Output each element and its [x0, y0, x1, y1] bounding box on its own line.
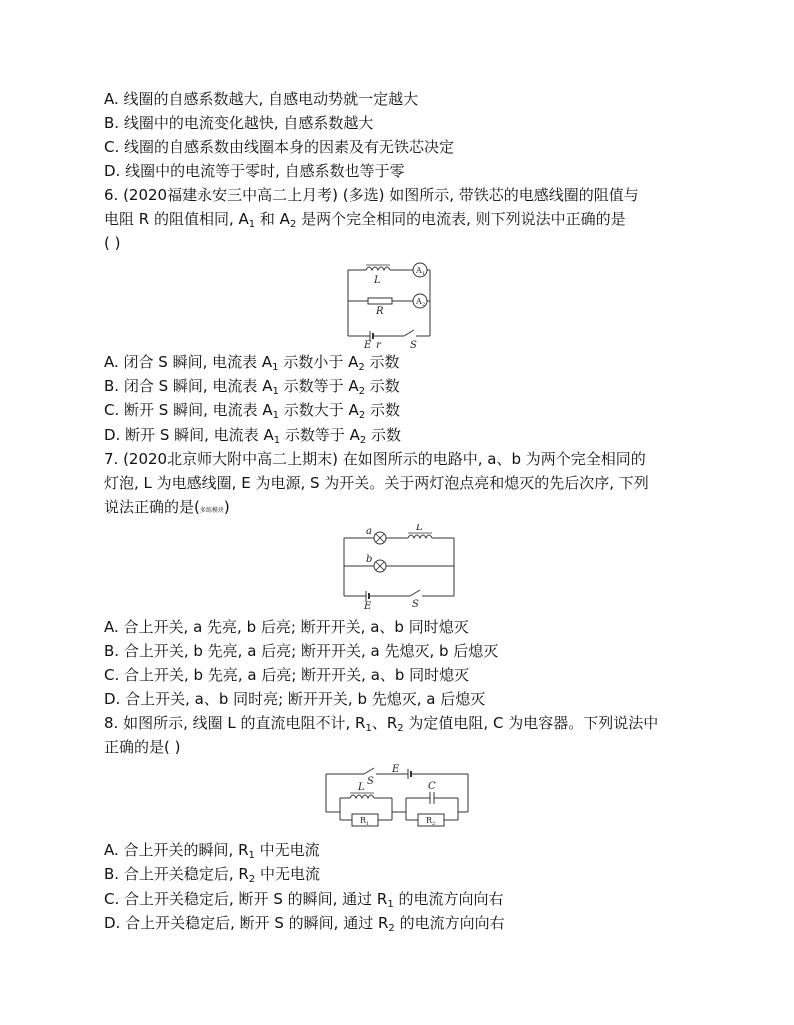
svg-text:1: 1 — [422, 271, 426, 277]
switch-icon — [404, 330, 414, 336]
q6-option-d: D. 断开 S 瞬间, 电流表 $A_1$ 示数等于 $A_2$ 示数 — [104, 426, 402, 446]
q7-option-b: B. 合上开关, b 先亮, a 后亮; 断开开关, a 先熄灭, b 后熄灭 — [104, 642, 499, 660]
q5-option-b: B. 线圈中的电流变化越快, 自感系数越大 — [104, 114, 374, 132]
q7-tag: 多练模块 — [199, 507, 224, 514]
q8-option-d: D. 合上开关稳定后, 断开 S 的瞬间, 通过 $R_2$ 的电流方向向右 — [104, 914, 505, 934]
q7-stem-line-2: 灯泡, L 为电感线圈, E 为电源, S 为开关。关于两灯泡点亮和熄灭的先后次序, 下列 — [104, 474, 649, 492]
svg-text:1: 1 — [366, 821, 370, 827]
q7-circuit-diagram — [336, 524, 460, 610]
svg-text:2: 2 — [432, 821, 436, 827]
q7-option-a: A. 合上开关, a 先亮, b 后亮; 断开开关, a、b 同时熄灭 — [104, 618, 469, 636]
q8-option-a: A. 合上开关的瞬间, $R_1$ 中无电流 — [104, 841, 320, 861]
q8-option-c: C. 合上开关稳定后, 断开 S 的瞬间, 通过 $R_1$ 的电流方向向右 — [104, 890, 504, 910]
ammeter-a1-label: A — [416, 266, 422, 275]
q6-option-c: C. 断开 S 瞬间, 电流表 $A_1$ 示数大于 $A_2$ 示数 — [104, 401, 400, 421]
switch-label: S — [412, 599, 419, 610]
resistor-label: R — [376, 306, 384, 317]
q6-answer-blank: ( ) — [104, 234, 121, 252]
q7-stem-line-1: 7. (2020北京师大附中高二上期末) 在如图所示的电路中, a、b 为两个完全相同的 — [104, 450, 646, 468]
resistor-r2-label: R — [426, 816, 433, 825]
svg-text:2: 2 — [422, 302, 426, 308]
source-label: E — [364, 601, 372, 610]
q8-option-b: B. 合上开关稳定后, $R_2$ 中无电流 — [104, 865, 320, 885]
resistor-icon — [368, 298, 392, 304]
lamp-a-label: a — [366, 526, 372, 537]
source-label: E — [392, 764, 400, 775]
switch-icon — [410, 590, 420, 596]
ammeter-a2-label: A — [416, 297, 422, 306]
q8-stem-line-2: 正确的是( ) — [104, 738, 181, 756]
q8-circuit-diagram — [322, 764, 472, 830]
q6-stem-line-2: 电阻 R 的阻值相同, $A_1$ 和 $A_2$ 是两个完全相同的电流表, 则下列说法中正确的是 — [104, 210, 626, 230]
capacitor-label: C — [428, 781, 436, 792]
q5-option-a: A. 线圈的自感系数越大, 自感电动势就一定越大 — [104, 90, 419, 108]
resistor-r1-label: R — [360, 816, 367, 825]
source-label: E — [364, 340, 372, 348]
q6-option-a: A. 闭合 S 瞬间, 电流表 $A_1$ 示数小于 $A_2$ 示数 — [104, 353, 400, 373]
inductor-label: L — [374, 275, 381, 286]
lamp-b-label: b — [366, 554, 373, 565]
q6-circuit-diagram — [340, 258, 440, 348]
q5-option-d: D. 线圈中的电流等于零时, 自感系数也等于零 — [104, 162, 405, 180]
q8-stem-line-1: 8. 如图所示, 线圈 L 的直流电阻不计, $R_1$、$R_2$ 为定值电阻, C 为电容器。下列说法中 — [104, 714, 659, 734]
inductor-label: L — [358, 782, 365, 793]
switch-label: S — [410, 340, 417, 348]
svg-text:r: r — [376, 340, 381, 348]
q7-option-d: D. 合上开关, a、b 同时亮; 断开开关, b 先熄灭, a 后熄灭 — [104, 690, 486, 708]
switch-icon — [364, 768, 374, 774]
q6-option-b: B. 闭合 S 瞬间, 电流表 $A_1$ 示数等于 $A_2$ 示数 — [104, 377, 400, 397]
inductor-label: L — [416, 524, 423, 533]
switch-label: S — [367, 776, 374, 787]
q7-stem-line-3: 说法正确的是(多练模块) — [104, 498, 230, 516]
q7-option-c: C. 合上开关, b 先亮, a 后亮; 断开开关, a、b 同时熄灭 — [104, 666, 470, 684]
q5-option-c: C. 线圈的自感系数由线圈本身的因素及有无铁芯决定 — [104, 138, 455, 156]
q6-stem-line-1: 6. (2020福建永安三中高二上月考) (多选) 如图所示, 带铁芯的电感线圈的阻值与 — [104, 186, 639, 204]
